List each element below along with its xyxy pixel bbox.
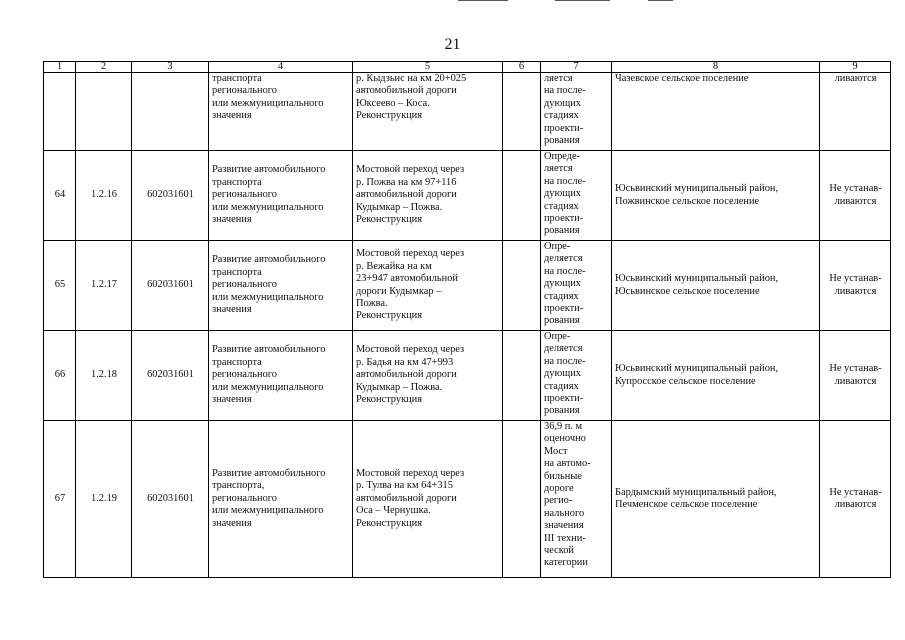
object-cell-line: дороги Кудымкар – [356,285,442,297]
purpose-cell-line: или межмуниципального [212,201,324,213]
table-row [44,421,891,578]
characteristics-cell-line: на после- [544,85,586,97]
classifier-code-cell: 602031601 [132,241,209,331]
characteristics-cell [541,331,612,421]
column-number-header-row [44,62,891,73]
location-cell-line: Пожвинское сельское поселение [615,195,760,207]
characteristics-cell-line: категории [544,557,588,569]
table-row [44,73,891,151]
purpose-cell [209,421,353,578]
purpose-cell-line: значения [212,517,252,529]
purpose-cell-line: транспорта [212,266,262,278]
characteristics-cell-line: Опре- [544,241,571,252]
object-cell-line: Кудымкар – Пожва. [356,381,443,393]
object-cell-line: Кудымкар – Пожва. [356,201,443,213]
location-cell [612,73,820,151]
characteristics-cell-line: проекти- [544,393,584,405]
restriction-cell-line: Не устанав- [829,183,882,195]
code-cell [76,73,132,151]
location-cell-line: Юсьвинский муниципальный район, [615,273,779,285]
column-header: 5 [353,62,503,73]
characteristics-cell-line: стадиях [544,110,579,122]
row-number-cell: 66 [44,331,76,421]
purpose-cell-line: регионального [212,279,277,291]
characteristics-cell-line: на автомо- [544,458,591,470]
purpose-cell-line: транспорта, [212,480,265,492]
restriction-cell-line: ливаются [834,195,877,207]
object-cell-line: автомобильной дороги [356,189,457,201]
purpose-cell-line: регионального [212,85,277,97]
code-cell: 1.2.18 [76,331,132,421]
characteristics-cell [541,241,612,331]
object-cell-line: р. Бадья на км 47+993 [356,356,454,368]
restriction-cell [820,331,891,421]
characteristics-cell-line: дороге [544,483,574,495]
characteristics-cell-line: рования [544,225,580,237]
column-header: 8 [612,62,820,73]
object-cell-line: р. Вежайка на км [356,260,432,272]
characteristics-cell-line: Опреде- [544,151,581,162]
object-cell [353,151,503,241]
register-table [43,61,891,578]
restriction-cell-line: Не устанав- [829,273,882,285]
column-header: 6 [503,62,541,73]
purpose-cell-line: регионального [212,492,277,504]
object-cell-line: Оса – Чернушка. [356,505,431,517]
purpose-cell [209,331,353,421]
location-cell [612,241,820,331]
characteristics-cell-line: оценочно [544,433,586,445]
purpose-cell-line: транспорта [212,356,262,368]
code-cell: 1.2.19 [76,421,132,578]
characteristics-cell-line: стадиях [544,380,579,392]
table-row [44,151,891,241]
characteristics-cell-line: стадиях [544,200,579,212]
object-cell-line: Юксеево – Коса. [356,97,430,109]
characteristics-cell-line: на после- [544,265,586,277]
purpose-cell-line: значения [212,110,252,122]
column6-cell [503,73,541,151]
column-header: 7 [541,62,612,73]
characteristics-cell-line: 36,9 п. м [544,421,583,432]
location-cell-line: Бардымский муниципальный район, [615,486,777,498]
location-cell-line: Печменское сельское поселение [615,499,758,510]
location-cell-line: Купросское сельское поселение [615,375,756,387]
classifier-code-cell: 602031601 [132,421,209,578]
characteristics-cell-line: проекти- [544,303,584,315]
restriction-cell [820,241,891,331]
purpose-cell-line: Развитие автомобильного [212,254,326,266]
characteristics-cell-line: Опре- [544,331,571,342]
table-row [44,331,891,421]
location-cell-line: Юсьвинский муниципальный район, [615,183,779,195]
location-cell [612,421,820,578]
characteristics-cell-line: рования [544,315,580,327]
characteristics-cell [541,73,612,151]
object-cell-line: Реконструкция [356,517,423,529]
object-cell-line: Мостовой переход через [356,344,465,356]
top-edge-line [555,0,610,1]
location-cell [612,151,820,241]
object-cell [353,421,503,578]
restriction-cell-line: Не устанав- [829,363,882,375]
purpose-cell-line: регионального [212,189,277,201]
characteristics-cell-line: дующих [544,368,582,380]
column-header: 2 [76,62,132,73]
characteristics-cell-line: рования [544,405,580,417]
purpose-cell-line: или межмуниципального [212,97,324,109]
classifier-code-cell [132,73,209,151]
characteristics-cell-line: деляется [544,253,583,265]
restriction-cell [820,421,891,578]
purpose-cell-line: регионального [212,369,277,381]
characteristics-cell-line: ляется [544,163,573,175]
location-cell-line: Юсьвинское сельское поселение [615,285,760,297]
object-cell-line: Мостовой переход через [356,164,465,176]
table-row [44,241,891,331]
object-cell-line: автомобильной дороги [356,85,457,97]
object-cell-line: Мостовой переход через [356,248,465,260]
object-cell-line: Пожва. [356,297,388,309]
location-cell-line: Чазевское сельское поселение [615,73,749,84]
purpose-cell-line: или межмуниципального [212,381,324,393]
object-cell-line: Реконструкция [356,214,423,226]
characteristics-cell-line: на после- [544,175,586,187]
location-cell-line: Юсьвинский муниципальный район, [615,363,779,375]
top-edge-line [648,0,673,1]
characteristics-cell [541,151,612,241]
characteristics-cell-line: значения [544,520,584,532]
characteristics-cell-line: проекти- [544,122,584,134]
purpose-cell-line: или межмуниципального [212,291,324,303]
object-cell-line: автомобильной дороги [356,492,457,504]
characteristics-cell-line: Мост [544,445,568,457]
restriction-cell [820,151,891,241]
characteristics-cell-line: III техни- [544,532,586,544]
characteristics-cell-line: бильные [544,470,582,482]
restriction-cell [820,73,891,151]
purpose-cell-line: Развитие автомобильного [212,467,326,479]
page-number: 21 [444,36,461,53]
restriction-cell-line: ливаются [834,375,877,387]
object-cell [353,241,503,331]
column6-cell [503,151,541,241]
column6-cell [503,421,541,578]
characteristics-cell-line: дующих [544,97,582,109]
purpose-cell-line: или межмуниципального [212,505,324,517]
object-cell-line: р. Пожва на км 97+116 [356,176,457,188]
code-cell: 1.2.17 [76,241,132,331]
object-cell-line: Реконструкция [356,310,423,322]
purpose-cell-line: транспорта [212,73,262,84]
column-header: 3 [132,62,209,73]
purpose-cell-line: Развитие автомобильного [212,344,326,356]
object-cell-line: Мостовой переход через [356,467,465,479]
characteristics-cell-line: стадиях [544,290,579,302]
characteristics-cell-line: нального [544,507,585,519]
classifier-code-cell: 602031601 [132,151,209,241]
purpose-cell-line: значения [212,394,252,406]
code-cell: 1.2.16 [76,151,132,241]
characteristics-cell-line: на после- [544,355,586,367]
column6-cell [503,331,541,421]
object-cell-line: р. Тулва на км 64+315 [356,480,453,492]
column6-cell [503,241,541,331]
object-cell-line: Реконструкция [356,110,423,122]
purpose-cell [209,73,353,151]
purpose-cell [209,151,353,241]
object-cell [353,73,503,151]
row-number-cell: 64 [44,151,76,241]
characteristics-cell-line: ческой [544,545,574,557]
object-cell [353,331,503,421]
restriction-cell-line: ливаются [834,285,877,297]
column-header: 4 [209,62,353,73]
characteristics-cell-line: регио- [544,495,573,507]
restriction-cell-line: Не устанав- [829,486,882,498]
purpose-cell-line: значения [212,214,252,226]
purpose-cell-line: транспорта [212,176,262,188]
characteristics-cell-line: дующих [544,188,582,200]
object-cell-line: автомобильной дороги [356,369,457,381]
purpose-cell-line: значения [212,304,252,316]
row-number-cell: 65 [44,241,76,331]
characteristics-cell-line: дующих [544,278,582,290]
column-header: 1 [44,62,76,73]
column-header: 9 [820,62,891,73]
characteristics-cell-line: проекти- [544,213,584,225]
object-cell-line: 23+947 автомобильной [356,273,458,285]
purpose-cell-line: Развитие автомобильного [212,164,326,176]
top-edge-line [458,0,508,1]
row-number-cell [44,73,76,151]
row-number-cell: 67 [44,421,76,578]
restriction-cell-line: ливаются [834,499,877,510]
location-cell [612,331,820,421]
characteristics-cell-line: рования [544,135,580,147]
restriction-cell-line: ливаются [834,73,877,84]
classifier-code-cell: 602031601 [132,331,209,421]
characteristics-cell-line: ляется [544,73,573,84]
purpose-cell [209,241,353,331]
characteristics-cell-line: деляется [544,343,583,355]
object-cell-line: Реконструкция [356,394,423,406]
object-cell-line: р. Кыдзьис на км 20+025 [356,73,467,84]
characteristics-cell [541,421,612,578]
